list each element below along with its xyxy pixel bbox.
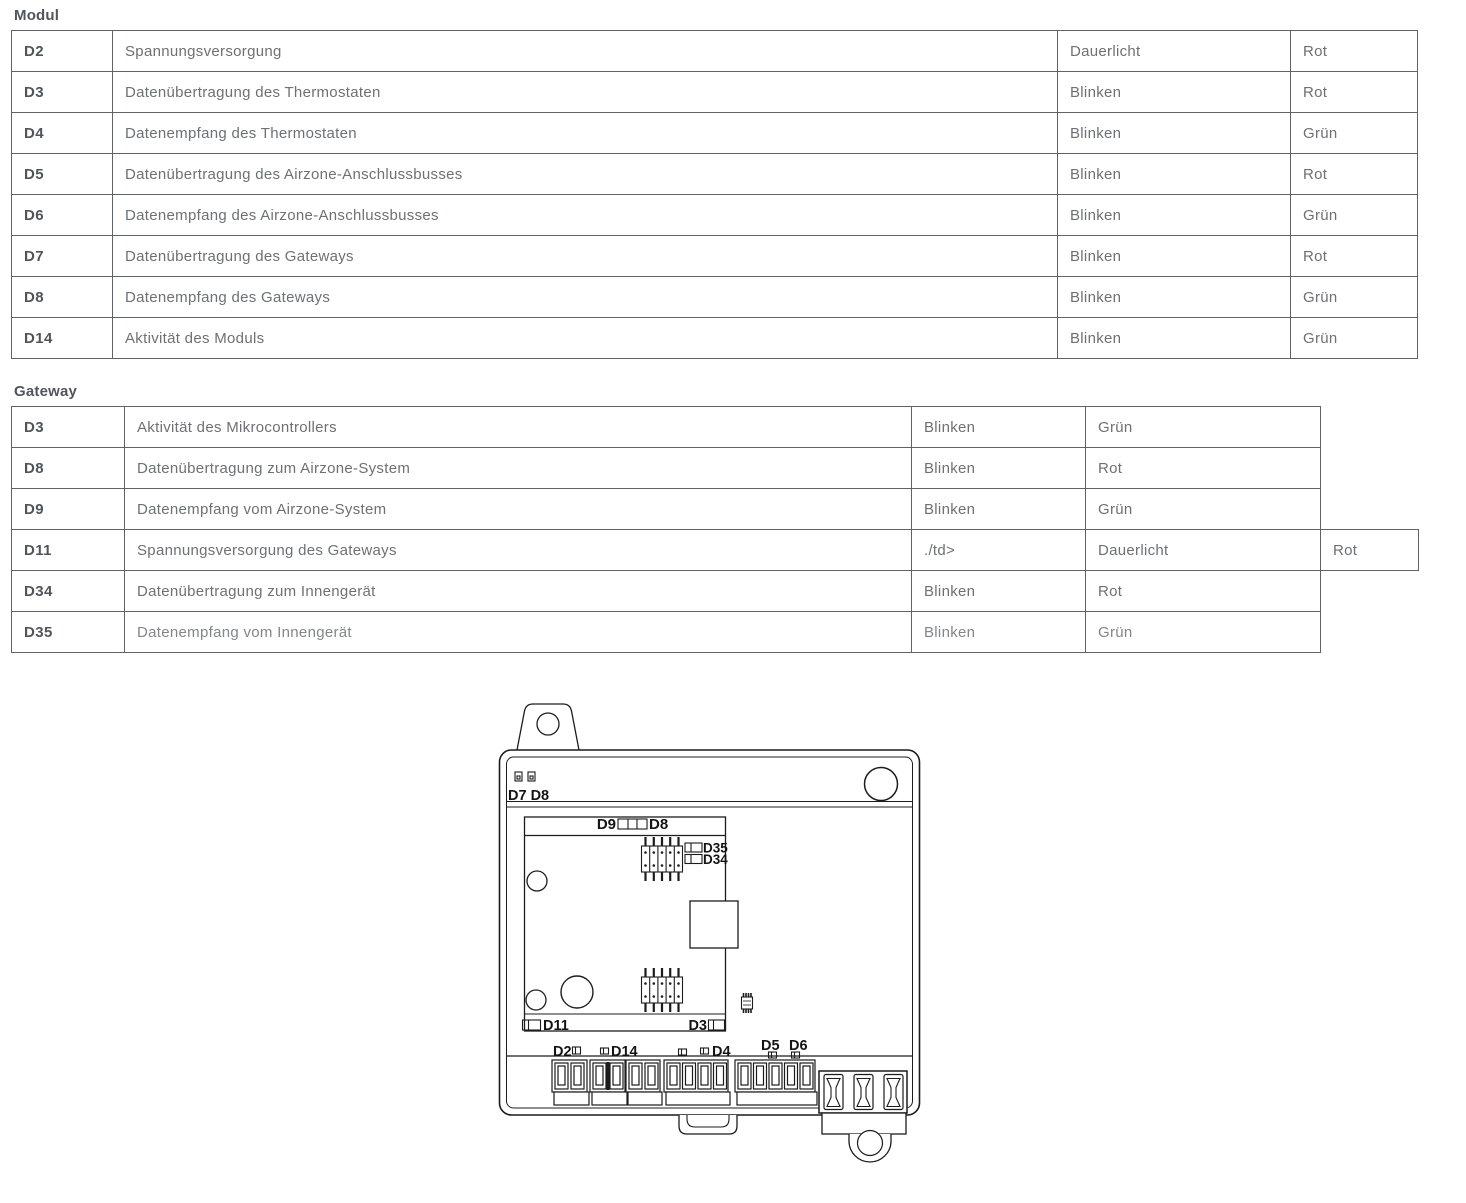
table-row-broken [12, 530, 1419, 571]
diagram-label-d9: D9 [596, 816, 616, 833]
mode-cell: Blinken [1058, 72, 1291, 113]
description-cell: Aktivität des Mikrocontrollers [125, 407, 912, 448]
description-cell: Datenübertragung zum Innengerät [125, 571, 912, 612]
color-cell: Grün [1291, 113, 1418, 154]
led-id-cell: D4 [12, 113, 113, 154]
mode-cell: Blinken [912, 407, 1086, 448]
board-logo-letter: A [564, 983, 591, 1001]
power-terminal-connector [819, 1071, 907, 1134]
diagram-label-d14: D14 [611, 1044, 638, 1060]
diagram-label-d5: D5 [761, 1038, 780, 1054]
description-cell: Datenempfang des Gateways [113, 277, 1058, 318]
device-diagram [495, 695, 925, 1180]
small-ic-icon [742, 993, 753, 1013]
led-d3-icon [709, 1020, 725, 1030]
led-d2-icon [573, 1047, 581, 1054]
mode-cell: Blinken [1058, 154, 1291, 195]
description-cell: Datenübertragung des Gateways [113, 236, 1058, 277]
chip-connector-icon [690, 901, 738, 948]
led-id-cell: D8 [12, 448, 125, 489]
diagram-label-d8: D8 [649, 816, 669, 833]
color-cell: Grün [1291, 277, 1418, 318]
mode-cell: Blinken [1058, 113, 1291, 154]
mounting-tab-bottom-icon [849, 1131, 891, 1163]
board-hole-bottom-icon [526, 990, 546, 1010]
diagram-label-d2: D2 [553, 1044, 572, 1060]
led-id-cell: D3 [12, 72, 113, 113]
led-indicator-icon [679, 1049, 687, 1055]
led-id-cell: D5 [12, 154, 113, 195]
gateway-section [11, 383, 1419, 653]
description-cell: Datenempfang des Thermostaten [113, 113, 1058, 154]
led-id-cell: D9 [12, 489, 125, 530]
mode-cell: Blinken [1058, 277, 1291, 318]
led-id-cell: D35 [12, 612, 125, 653]
led-d8-icon [528, 772, 535, 781]
terminal-blocks [552, 1060, 817, 1105]
color-cell: Dauerlicht [1086, 530, 1321, 571]
color-cell: Rot [1291, 31, 1418, 72]
table-row [12, 571, 1419, 612]
led-id-cell: D2 [12, 31, 113, 72]
description-cell: Datenempfang vom Innengerät [125, 612, 912, 653]
extra-cell: Rot [1321, 530, 1419, 571]
modul-table-title: Modul [14, 7, 60, 24]
led-d11-icon [523, 1020, 541, 1030]
table-row [12, 236, 1418, 277]
color-cell: Rot [1291, 72, 1418, 113]
description-cell: Datenübertragung zum Airzone-System [125, 448, 912, 489]
mode-cell: ./td> [912, 530, 1086, 571]
table-row [12, 72, 1418, 113]
mode-cell: Blinken [1058, 195, 1291, 236]
color-cell: Rot [1291, 154, 1418, 195]
led-id-cell: D7 [12, 236, 113, 277]
led-id-cell: D3 [12, 407, 125, 448]
led-id-cell: D14 [12, 318, 113, 359]
device-diagram-svg [495, 695, 925, 1180]
mounting-tab-top-icon [517, 704, 579, 750]
color-cell: Rot [1086, 448, 1321, 489]
led-d9-d8-icon [618, 819, 647, 829]
mode-cell: Blinken [912, 489, 1086, 530]
table-row [12, 277, 1418, 318]
table-row [12, 195, 1418, 236]
color-cell: Rot [1086, 571, 1321, 612]
description-cell: Datenempfang vom Airzone-System [125, 489, 912, 530]
mode-cell: Dauerlicht [1058, 31, 1291, 72]
brand-logo-letter: A [873, 772, 889, 797]
led-d7-icon [515, 772, 522, 781]
color-cell: Grün [1291, 318, 1418, 359]
pin-header-bottom-icon [642, 968, 683, 1012]
mode-cell: Blinken [912, 612, 1086, 653]
diagram-label-d11: D11 [543, 1018, 569, 1034]
mode-cell: Blinken [1058, 318, 1291, 359]
diagram-label-d7-d8: D7 D8 [508, 788, 550, 804]
pin-header-top-icon [642, 837, 683, 881]
table-row [12, 612, 1419, 653]
description-cell: Spannungsversorgung [113, 31, 1058, 72]
description-cell: Datenübertragung des Thermostaten [113, 72, 1058, 113]
gateway-table [11, 406, 1419, 653]
led-id-cell: D34 [12, 571, 125, 612]
table-row [12, 318, 1418, 359]
mode-cell: Blinken [1058, 236, 1291, 277]
color-cell: Grün [1086, 612, 1321, 653]
color-cell: Grün [1086, 407, 1321, 448]
color-cell: Grün [1291, 195, 1418, 236]
table-row [12, 154, 1418, 195]
brand-logo-circle [865, 768, 898, 801]
description-cell: Spannungsversorgung des Gateways [125, 530, 912, 571]
table-row [12, 113, 1418, 154]
led-id-cell: D11 [12, 530, 125, 571]
gateway-table-title: Gateway [14, 383, 78, 400]
mode-cell: Blinken [912, 571, 1086, 612]
description-cell: Datenübertragung des Airzone-Anschlussbusses [113, 154, 1058, 195]
description-cell: Datenempfang des Airzone-Anschlussbusses [113, 195, 1058, 236]
led-d34-icon [685, 855, 702, 864]
board-logo-circle [561, 976, 593, 1008]
led-id-cell: D8 [12, 277, 113, 318]
table-row [12, 31, 1418, 72]
diagram-label-d4: D4 [712, 1044, 731, 1060]
led-d4-icon [701, 1048, 709, 1054]
board-hole-top-icon [527, 871, 547, 891]
color-cell: Rot [1291, 236, 1418, 277]
led-id-cell: D6 [12, 195, 113, 236]
table-row [12, 448, 1419, 489]
diagram-label-d34: D34 [703, 852, 728, 867]
table-row [12, 407, 1419, 448]
din-clip-notch-icon [679, 1115, 737, 1134]
diagram-label-d35: D35 [703, 840, 728, 856]
led-d35-icon [685, 843, 702, 852]
modul-table [11, 30, 1418, 359]
table-row [12, 489, 1419, 530]
diagram-label-d3: D3 [688, 1018, 707, 1034]
color-cell: Grün [1086, 489, 1321, 530]
diagram-label-d6: D6 [789, 1038, 808, 1054]
modul-section [11, 7, 1418, 359]
description-cell: Aktivität des Moduls [113, 318, 1058, 359]
led-d14-icon [601, 1048, 609, 1054]
mode-cell: Blinken [912, 448, 1086, 489]
